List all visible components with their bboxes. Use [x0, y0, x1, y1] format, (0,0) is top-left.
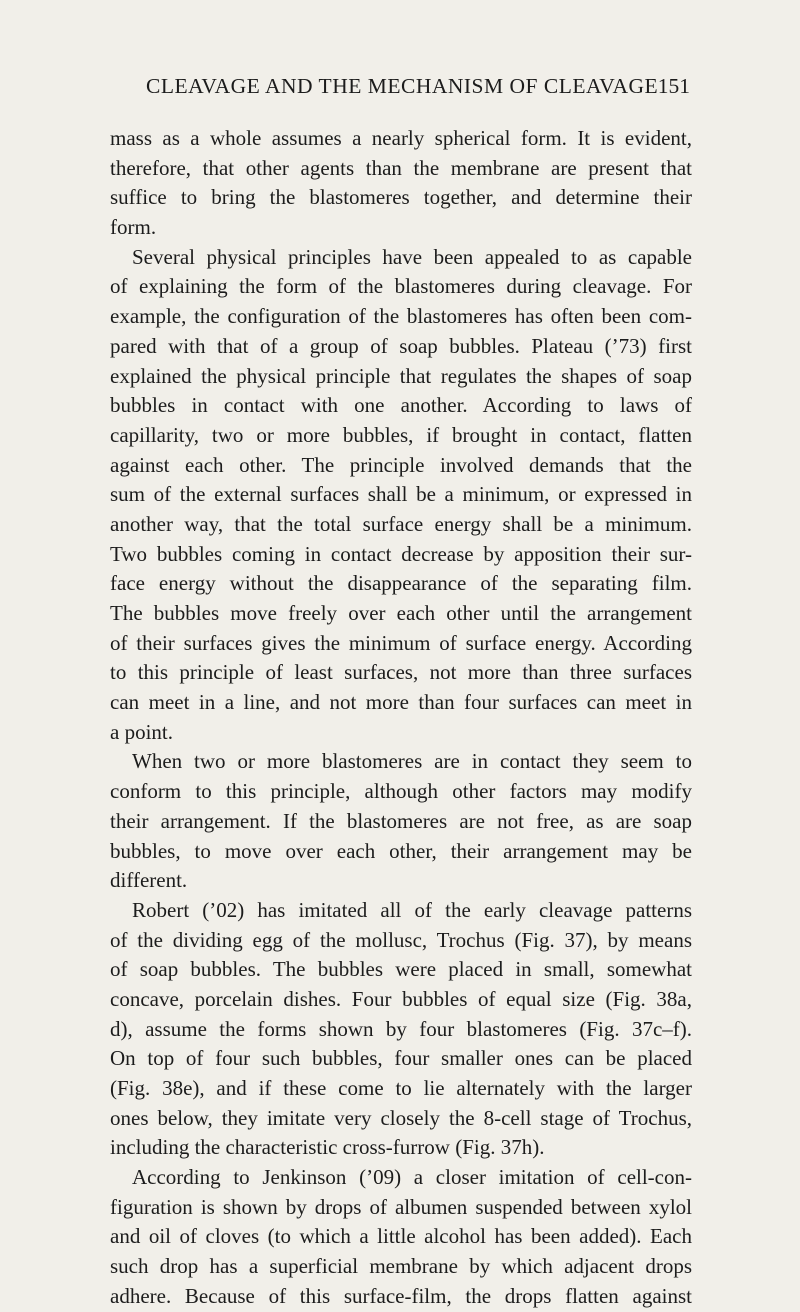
text-line: of explaining the form of the blastomeres during cleavage. For	[110, 274, 692, 299]
text-line: example, the configuration of the blastomeres has often been com-	[110, 304, 692, 329]
text-line: against each other. The principle involved demands that the	[110, 452, 692, 477]
running-head	[110, 74, 690, 114]
text-line: sum of the external surfaces shall be a minimum, or expressed in	[110, 482, 692, 507]
text-line: of soap bubbles. The bubbles were placed in small, somewhat	[110, 957, 692, 982]
text-line: of the dividing egg of the mollusc, Trochus (Fig. 37), by means	[110, 927, 692, 952]
text-line: pared with that of a group of soap bubbles. Plateau (’73) first	[110, 333, 692, 358]
text-line: conform to this principle, although other factors may modify	[110, 779, 692, 804]
text-line: suffice to bring the blastomeres together, and determine their	[110, 185, 692, 210]
running-title: CLEAVAGE AND THE MECHANISM OF CLEAVAGE	[146, 74, 659, 98]
text-line: their arrangement. If the blastomeres are not free, as are soap	[110, 808, 692, 833]
text-line: can meet in a line, and not more than four surfaces can meet in	[110, 690, 692, 715]
text-line: figuration is shown by drops of albumen suspended between xylol	[110, 1194, 692, 1219]
text-line: concave, porcelain dishes. Four bubbles of equal size (Fig. 38a,	[110, 986, 692, 1011]
text-line: therefore, that other agents than the membrane are present that	[110, 155, 692, 180]
text-line: d), assume the forms shown by four blastomeres (Fig. 37c–f).	[110, 1016, 692, 1041]
text-line: capillarity, two or more bubbles, if brought in contact, flatten	[110, 422, 692, 447]
text-line: explained the physical principle that regulates the shapes of soap	[110, 363, 692, 388]
text-line: such drop has a superficial membrane by which adjacent drops	[110, 1254, 692, 1279]
text-line: including the characteristic cross-furrow (Fig. 37h).	[110, 1135, 545, 1160]
body-text	[110, 124, 692, 1312]
text-line: The bubbles move freely over each other until the arrangement	[110, 601, 692, 625]
text-line: Robert (’02) has imitated all of the early cleavage patterns	[132, 897, 692, 922]
text-line: (Fig. 38e), and if these come to lie alternately with the larger	[110, 1076, 692, 1100]
text-line: ones below, they imitate very closely the 8-cell stage of Trochus,	[110, 1105, 692, 1130]
text-line: face energy without the disappearance of the separating film.	[110, 571, 692, 596]
text-line: On top of four such bubbles, four smaller ones can be placed	[110, 1046, 692, 1071]
text-line: another way, that the total surface energy shall be a minimum.	[110, 511, 692, 536]
text-line: bubbles, to move over each other, their arrangement may be	[110, 838, 692, 863]
text-line: different.	[110, 868, 188, 893]
text-line: adhere. Because of this surface-film, the drops flatten against	[110, 1283, 692, 1308]
text-line: of their surfaces gives the minimum of surface energy. According	[110, 630, 692, 655]
text-line: Several physical principles have been appealed to as capable	[132, 244, 692, 269]
text-line: According to Jenkinson (’09) a closer imitation of cell-con-	[132, 1165, 692, 1190]
text-line: mass as a whole assumes a nearly spherical form. It is evident,	[110, 126, 692, 150]
text-line: to this principle of least surfaces, not more than three surfaces	[110, 660, 692, 685]
text-line: form.	[110, 215, 157, 240]
text-line: bubbles in contact with one another. According to laws of	[110, 393, 692, 418]
page-number: 151	[657, 74, 690, 98]
text-line: and oil of cloves (to which a little alcohol has been added). Each	[110, 1224, 692, 1249]
text-line: When two or more blastomeres are in contact they seem to	[132, 749, 692, 774]
text-line: a point.	[110, 719, 173, 744]
text-line: Two bubbles coming in contact decrease by apposition their sur-	[110, 541, 692, 566]
